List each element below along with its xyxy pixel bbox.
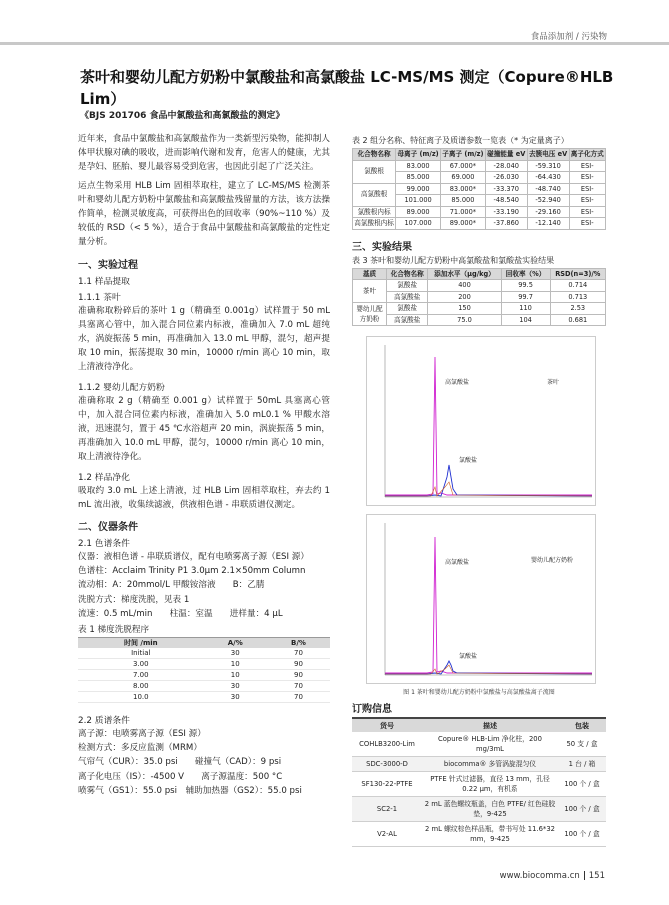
- table-cell: 110: [501, 303, 550, 315]
- table-cell: Initial: [78, 648, 204, 659]
- table-header: 描述: [422, 718, 558, 732]
- table-cell: 83.000: [396, 160, 441, 172]
- table-cell: 75.0: [428, 314, 501, 326]
- table-row: [78, 648, 330, 659]
- section-heading-instrument: 二、仪器条件: [78, 522, 138, 534]
- article-title: 茶叶和婴幼儿配方奶粉中氯酸盐和高氯酸盐 LC-MS/MS 测定（Copure®HLB Lim）: [80, 68, 614, 108]
- table-cell: 7.00: [78, 670, 204, 681]
- table-row: [353, 160, 606, 172]
- table-header: 化合物名称: [387, 268, 428, 280]
- table-cell: 99.000: [396, 183, 441, 195]
- table-row: [353, 314, 606, 326]
- table-row: [353, 183, 606, 195]
- table-header: 化合物名称: [353, 149, 396, 161]
- right-column: [352, 133, 606, 847]
- table-cell: PTFE 针式过滤器，直径 13 mm，孔径 0.22 μm，有机系: [422, 772, 558, 797]
- header-rule: [0, 42, 669, 45]
- flow-line: 流速：0.5 mL/min 柱温：室温 进样量：4 μL: [78, 608, 283, 619]
- left-column: [78, 132, 330, 798]
- section-heading-results: 三、实验结果: [352, 241, 412, 253]
- table-row: [78, 681, 330, 692]
- table-cell: SC2-1: [352, 797, 422, 822]
- peak-label-perchlorate: 高氯酸盐: [445, 379, 470, 386]
- table-cell: -33.370: [485, 183, 527, 195]
- table-cell: -33.190: [485, 206, 527, 218]
- table-cell: -26.030: [485, 172, 527, 184]
- results-table: [352, 268, 606, 327]
- table-row: [353, 206, 606, 218]
- column-line: 色谱柱：Acclaim Trinity P1 3.0μm 2.1×50mm Column: [78, 566, 306, 577]
- gas-line-1: 气帘气（CUR）：35.0 psi 碰撞气（CAD）：9 psi: [78, 757, 282, 768]
- table-cell: 氯酸盐: [387, 303, 428, 315]
- table-header: 子离子 (m/z): [442, 150, 484, 158]
- table-cell: 71.000*: [441, 206, 486, 218]
- table-cell: 高氯酸根: [353, 183, 396, 206]
- table-cell: 85.000: [441, 195, 486, 207]
- mobile-phase-line: 流动相：A：20mmol/L 甲酸铵溶液 B：乙腈: [78, 580, 265, 591]
- table-cell: -28.040: [485, 160, 527, 172]
- table-cell: 30: [204, 648, 267, 659]
- milk-extraction-text: 准确称取 2 g（精确至 0.001 g）试样置于 50mL 具塞离心管中，加入混合同位素内标液，准确加入 5.0 mL0.1 % 甲酸水溶液，迅速混匀，置于 45 ℃水浴超声 20 min，涡旋振荡 5 min，再准确加入 10.0 mL 甲醇，混匀，10000 r/min 离心 10 min，取上清液待净化。: [78, 395, 330, 463]
- table-cell: 2.53: [550, 303, 605, 315]
- footer-divider: [584, 871, 585, 880]
- table-cell: V2-AL: [352, 822, 422, 847]
- table-cell: 200: [428, 291, 501, 303]
- page-footer: [500, 871, 605, 881]
- table-cell: 90: [267, 659, 330, 670]
- intro-paragraph-2: 运点生物采用 HLB Lim 固相萃取柱，建立了 LC-MS/MS 检测茶叶和婴幼儿配方奶粉中氯酸盐和高氯酸盐残留量的方法，该方法操作简单，检测灵敏度高，可获得出色的回收率（90%~110 %）及较低的 RSD（< 5 %），适合于食品中氯酸盐和高氯酸盐的定性定量分析。: [78, 180, 330, 248]
- table-header: 母离子 (m/z): [397, 150, 439, 158]
- table-cell: 70: [267, 648, 330, 659]
- table-cell: 83.000*: [441, 183, 486, 195]
- table-cell: 104: [501, 314, 550, 326]
- intro-paragraph-1: 近年来，食品中氯酸盐和高氯酸盐作为一类新型污染物，能抑制人体甲状腺对碘的吸收，进而影响代谢和发育，危害人的健康，尤其是孕妇、胚胎、婴儿最容易受到危害，也因此引起了广泛关注。: [78, 134, 330, 173]
- table-cell: -37.860: [485, 218, 527, 230]
- table-header: 添加水平（μg/kg）: [428, 268, 501, 280]
- table-row: [78, 692, 330, 703]
- table-cell: 400: [428, 280, 501, 292]
- subsection-heading: 2.2 质谱条件: [78, 716, 130, 727]
- table-cell: 高氯酸盐: [387, 291, 428, 303]
- table-row: [353, 291, 606, 303]
- table-cell: 99.5: [501, 280, 550, 292]
- table-cell: -64.430: [527, 172, 569, 184]
- table-cell: -52.940: [527, 195, 569, 207]
- table-cell: biocomma® 多管涡旋混匀仪: [422, 757, 558, 772]
- subsection-heading: 2.1 色谱条件: [78, 539, 130, 550]
- perchlorate-trace: [385, 357, 592, 495]
- order-table: [352, 717, 606, 847]
- table-cell: 3.00: [78, 659, 204, 670]
- table-header: B/%: [267, 638, 330, 649]
- gradient-table: [78, 637, 330, 703]
- figure-caption: 图 1 茶叶和婴幼儿配方奶粉中氯酸盐与高氯酸盐离子流图: [403, 689, 555, 696]
- table-row: [352, 822, 606, 847]
- table2-caption: 表 2 组分名称、特征离子及质谱参数一览表（* 为定量离子）: [352, 136, 569, 145]
- table-cell: 67.000*: [441, 160, 486, 172]
- table-cell: 100 个 / 盒: [558, 822, 606, 847]
- table-cell: 30: [204, 692, 267, 703]
- table-cell: SF130-22-PTFE: [352, 772, 422, 797]
- table-header: 货号: [352, 718, 422, 732]
- tea-extraction-text: 准确称取粉碎后的茶叶 1 g（精确至 0.001g）试样置于 50 mL 具塞离心管中，加入混合同位素内标液，准确加入 7.0 mL 超纯水，涡旋振荡 5 min，再准确加入 13.0 mL 甲醇，混匀，超声提取 10 min，振荡提取 30 min，10000 r/min 离心 10 min，取上清液待净化。: [78, 305, 330, 373]
- table-cell: ESI-: [569, 183, 606, 195]
- table-cell: 107.000: [396, 218, 441, 230]
- order-info-heading: 订购信息: [352, 704, 392, 715]
- table-cell: 99.7: [501, 291, 550, 303]
- table-cell: -12.140: [527, 218, 569, 230]
- table-cell: 氯酸根: [353, 160, 396, 183]
- subsection-heading: 1.1.1 茶叶: [78, 292, 121, 303]
- table-cell: 茶叶: [353, 280, 387, 303]
- table-cell: SDC-3000-D: [352, 757, 422, 772]
- table-cell: 100 个 / 盒: [558, 772, 606, 797]
- article-subtitle: 《BJS 201706 食品中氯酸盐和高氯酸盐的测定》: [80, 111, 285, 121]
- table-header: 时间 /min: [78, 638, 204, 649]
- table-cell: 高氯酸盐: [387, 314, 428, 326]
- category-label: 食品添加剂 / 污染物: [530, 32, 607, 42]
- table-cell: 100 个 / 盒: [558, 797, 606, 822]
- elution-line: 洗脱方式：梯度洗脱，见表 1: [78, 594, 190, 605]
- ion-source-line: 离子源：电喷雾离子源（ESI 源）: [78, 729, 206, 740]
- table-cell: -48.540: [485, 195, 527, 207]
- table-row: [353, 218, 606, 230]
- table-cell: 10: [204, 670, 267, 681]
- table3-caption: 表 3 茶叶和婴幼儿配方奶粉中高氯酸盐和氯酸盐实验结果: [352, 255, 555, 265]
- table-cell: 10.0: [78, 692, 204, 703]
- table-cell: 2 mL 螺纹棕色样品瓶，带书写处 11.6*32 mm，9-425: [422, 822, 558, 847]
- table-cell: ESI-: [569, 218, 606, 230]
- table-cell: COHLB3200-Lim: [352, 732, 422, 757]
- footer-url: www.biocomma.cn: [499, 871, 580, 881]
- table-cell: 70: [267, 692, 330, 703]
- peak-label-chlorate: 氯酸盐: [459, 653, 478, 660]
- table-row: [78, 659, 330, 670]
- table-cell: 69.000: [441, 172, 486, 184]
- table-row: [352, 772, 606, 797]
- table-cell: 30: [204, 681, 267, 692]
- cleanup-text: 吸取约 3.0 mL 上述上清液，过 HLB Lim 固相萃取柱，弃去约 1 mL 流出液，收集续滤液，供液相色谱 - 串联质谱仪测定。: [78, 485, 330, 510]
- table-cell: 1 台 / 箱: [558, 757, 606, 772]
- table-cell: ESI-: [569, 195, 606, 207]
- subsection-heading: 1.1 样品提取: [78, 276, 130, 287]
- table-row: [353, 303, 606, 315]
- table-header: 离子化方式: [570, 150, 604, 158]
- instrument-line: 仪器：液相色谱 - 串联质谱仪，配有电喷雾离子源（ESI 源）: [78, 552, 309, 563]
- table-row: [352, 757, 606, 772]
- detection-mode-line: 检测方式：多反应监测（MRM）: [78, 743, 202, 754]
- table-header: 去簇电压 eV: [528, 150, 568, 158]
- table-cell: 70: [267, 681, 330, 692]
- table-cell: 150: [428, 303, 501, 315]
- table-row: [78, 670, 330, 681]
- table-cell: 婴幼儿配方奶粉: [353, 303, 387, 326]
- sample-label: 茶叶: [547, 379, 560, 386]
- table-row: [352, 732, 606, 757]
- table-cell: 氯酸盐: [387, 280, 428, 292]
- chlorate-trace: [385, 465, 592, 496]
- table-cell: 8.00: [78, 681, 204, 692]
- peak-label-perchlorate: 高氯酸盐: [445, 559, 470, 566]
- table-header: A/%: [204, 638, 267, 649]
- table-cell: Copure® HLB-Lim 净化柱，200 mg/3mL: [422, 732, 558, 757]
- table-header: 包装: [558, 718, 606, 732]
- table-cell: -48.740: [527, 183, 569, 195]
- gas-line-2: 离子化电压（IS）：-4500 V 离子源温度：500 °C: [78, 771, 283, 782]
- table-cell: ESI-: [569, 172, 606, 184]
- subsection-heading: 1.2 样品净化: [78, 472, 130, 483]
- section-heading-experiment: 一、实验过程: [78, 259, 138, 271]
- table-cell: ESI-: [569, 206, 606, 218]
- table-cell: 2 mL 蓝色螺纹瓶盖，白色 PTFE/ 红色硅胶垫，9-425: [422, 797, 558, 822]
- table-cell: 90: [267, 670, 330, 681]
- peak-label-chlorate: 氯酸盐: [459, 457, 478, 464]
- table-cell: 高氯酸根内标: [354, 219, 394, 227]
- table-header: 碰撞能量 eV: [487, 150, 526, 158]
- table-cell: -29.160: [527, 206, 569, 218]
- table-cell: 50 支 / 盒: [558, 732, 606, 757]
- table1-caption: 表 1 梯度洗脱程序: [78, 625, 150, 636]
- table-header: 基质: [353, 268, 387, 280]
- ms-parameter-table: [352, 148, 606, 230]
- table-cell: -59.310: [527, 160, 569, 172]
- table-cell: 101.000: [396, 195, 441, 207]
- table-cell: 85.000: [396, 172, 441, 184]
- table-cell: 0.714: [550, 280, 605, 292]
- table-row: [353, 280, 606, 292]
- table-header: 回收率（%）: [501, 268, 550, 280]
- subsection-heading: 1.1.2 婴幼儿配方奶粉: [78, 382, 165, 393]
- table-cell: 氯酸根内标: [353, 206, 396, 218]
- chromatogram-milk: [366, 514, 596, 684]
- sample-label: 婴幼儿配方奶粉: [531, 557, 574, 564]
- table-cell: 89.000*: [441, 218, 486, 230]
- table-cell: 0.713: [550, 291, 605, 303]
- table-cell: 10: [204, 659, 267, 670]
- table-cell: 89.000: [396, 206, 441, 218]
- gas-line-3: 喷雾气（GS1）：55.0 psi 辅助加热器（GS2）：55.0 psi: [78, 785, 302, 796]
- table-cell: ESI-: [569, 160, 606, 172]
- chlorate-trace: [385, 661, 592, 674]
- table-cell: 0.681: [550, 314, 605, 326]
- table-header: RSD(n=3)/%: [550, 268, 605, 280]
- page-number: 151: [588, 871, 605, 881]
- table-row: [352, 797, 606, 822]
- chromatogram-tea: [366, 336, 596, 506]
